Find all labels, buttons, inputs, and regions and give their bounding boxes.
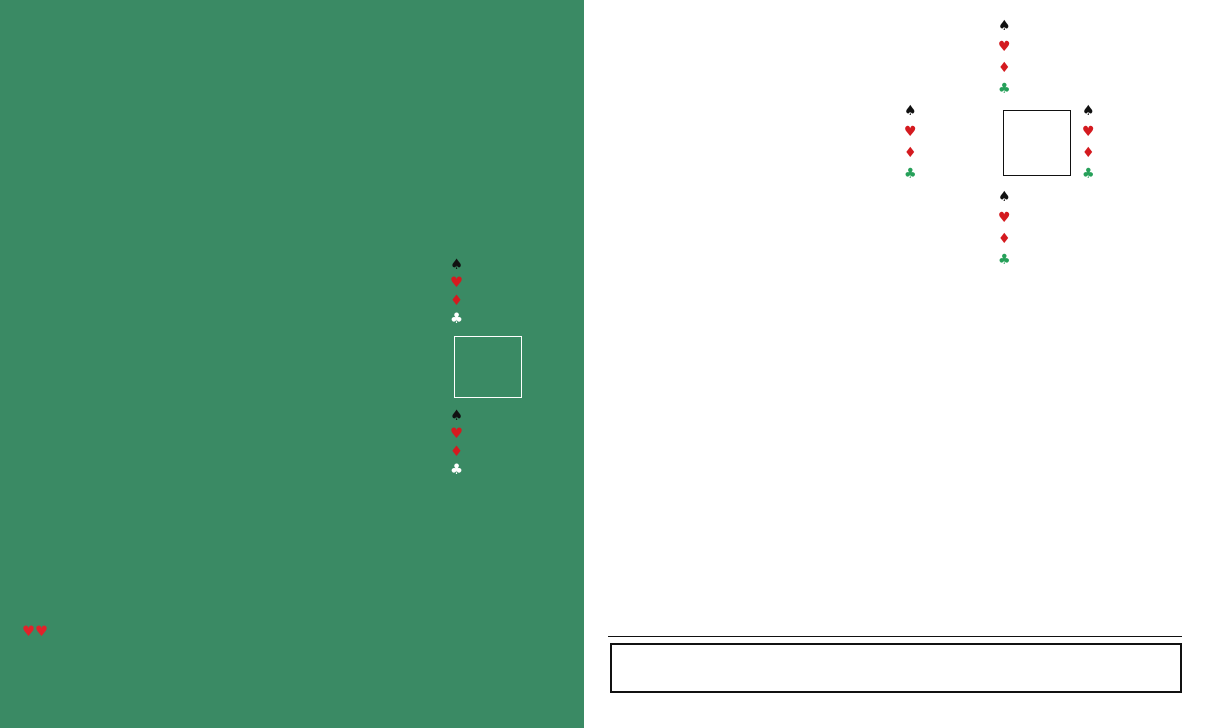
- heart-icon: ♥: [22, 624, 35, 640]
- north-hand: [450, 256, 464, 328]
- club-icon: ♣: [450, 462, 464, 478]
- club-icon: ♣: [1082, 166, 1097, 182]
- solution-south-hand: [998, 187, 1012, 271]
- spade-icon: ♠: [998, 18, 1013, 34]
- club-icon: ♣: [450, 311, 464, 327]
- diamond-icon: ♦: [1082, 145, 1097, 161]
- heart-icon: ♥: [450, 426, 464, 442]
- club-icon: ♣: [998, 252, 1013, 268]
- spade-icon: ♠: [904, 103, 919, 119]
- diamond-icon: ♦: [998, 231, 1013, 247]
- problem-lead: [22, 622, 562, 642]
- problem-panel: [0, 0, 584, 728]
- heart-icon: ♥: [998, 210, 1013, 226]
- spade-icon: ♠: [450, 257, 464, 273]
- bottom-card-fan: [16, 246, 436, 478]
- solution-compass: [1003, 110, 1071, 176]
- diamond-icon: ♦: [998, 60, 1013, 76]
- solution-west-hand: [904, 101, 918, 185]
- diamond-icon: ♦: [904, 145, 919, 161]
- solution-east-hand: [1082, 101, 1096, 185]
- heart-icon: ♥: [35, 624, 48, 640]
- top-card-fan: [22, 66, 562, 238]
- spade-icon: ♠: [1082, 103, 1097, 119]
- heart-icon: ♥: [1082, 124, 1097, 140]
- solution-north-hand: [998, 16, 1012, 100]
- south-hand: [450, 407, 464, 479]
- club-icon: ♣: [904, 166, 919, 182]
- diamond-icon: ♦: [450, 444, 464, 460]
- heart-icon: ♥: [450, 275, 464, 291]
- heart-icon: ♥: [904, 124, 919, 140]
- heart-icon: ♥: [998, 39, 1013, 55]
- diamond-icon: ♦: [450, 293, 464, 309]
- spade-icon: ♠: [450, 408, 464, 424]
- promo-box: [610, 643, 1182, 693]
- spade-icon: ♠: [998, 189, 1013, 205]
- club-icon: ♣: [998, 81, 1013, 97]
- divider: [608, 636, 1182, 637]
- compass-box: [454, 336, 522, 398]
